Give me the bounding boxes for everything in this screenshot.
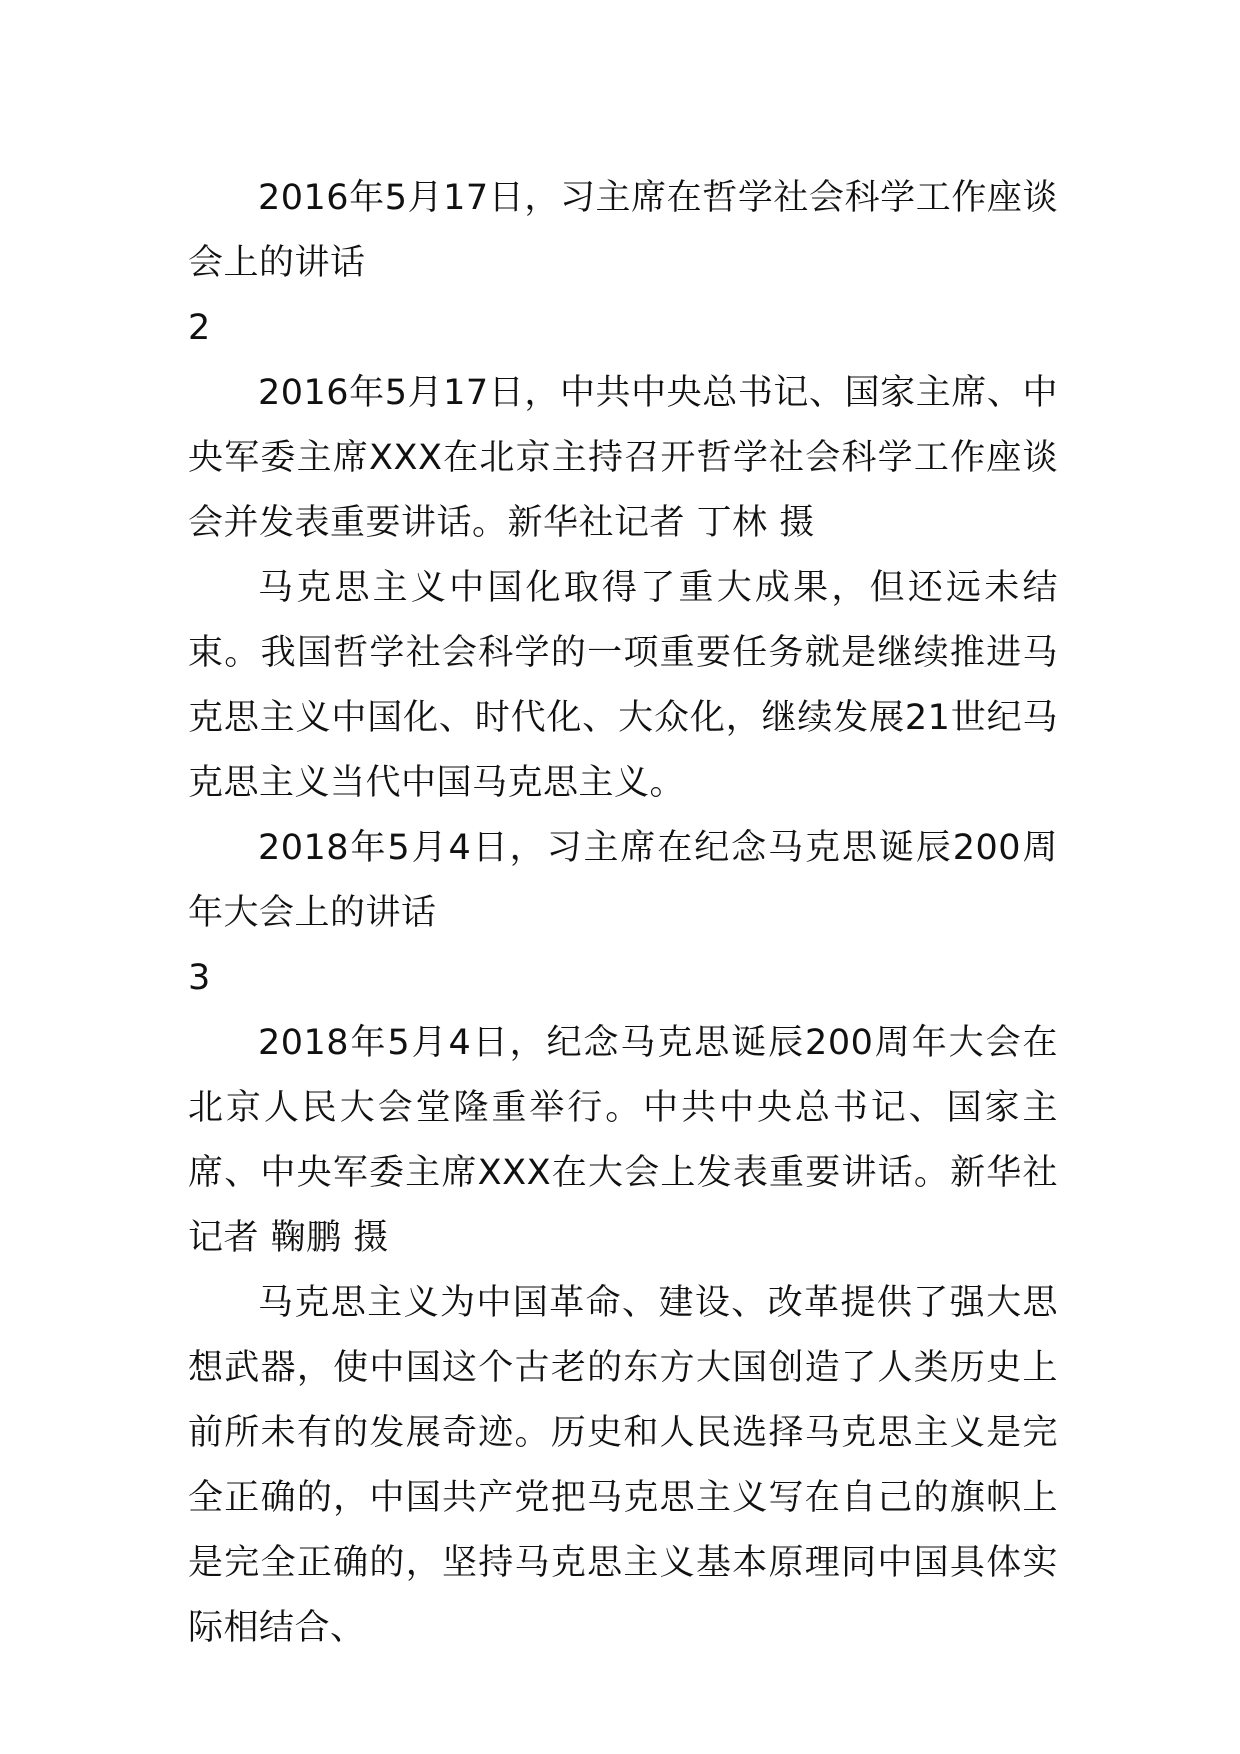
paragraph-speech-title-2018: 2018年5月4日，习主席在纪念马克思诞辰200周年大会上的讲话 bbox=[188, 828, 1058, 933]
photo-caption-2018: 2018年5月4日，纪念马克思诞辰200周年大会在北京人民大会堂隆重举行。中共中央总书记、国家主席、中央军委主席XXX在大会上发表重要讲话。新华社记者 鞠鹏 摄 bbox=[188, 1023, 1058, 1258]
paragraph-quote-2018: 马克思主义为中国革命、建设、改革提供了强大思想武器，使中国这个古老的东方大国创造了人类历史上前所未有的发展奇迹。历史和人民选择马克思主义是完全正确的，中国共产党把马克思主义写在自己的旗帜上是完全正确的，坚持马克思主义基本原理同中国具体实际相结合、 bbox=[188, 1283, 1058, 1648]
paragraph-speech-title-2016: 2016年5月17日，习主席在哲学社会科学工作座谈会上的讲话 bbox=[188, 178, 1058, 283]
paragraph-quote-2016: 马克思主义中国化取得了重大成果，但还远未结束。我国哲学社会科学的一项重要任务就是继续推进马克思主义中国化、时代化、大众化，继续发展21世纪马克思主义当代中国马克思主义。 bbox=[188, 568, 1058, 803]
photo-number-3: 3 bbox=[188, 958, 211, 998]
document-page bbox=[188, 166, 1058, 1661]
photo-number-2: 2 bbox=[188, 308, 211, 348]
photo-caption-2016: 2016年5月17日，中共中央总书记、国家主席、中央军委主席XXX在北京主持召开哲学社会科学工作座谈会并发表重要讲话。新华社记者 丁林 摄 bbox=[188, 373, 1058, 543]
